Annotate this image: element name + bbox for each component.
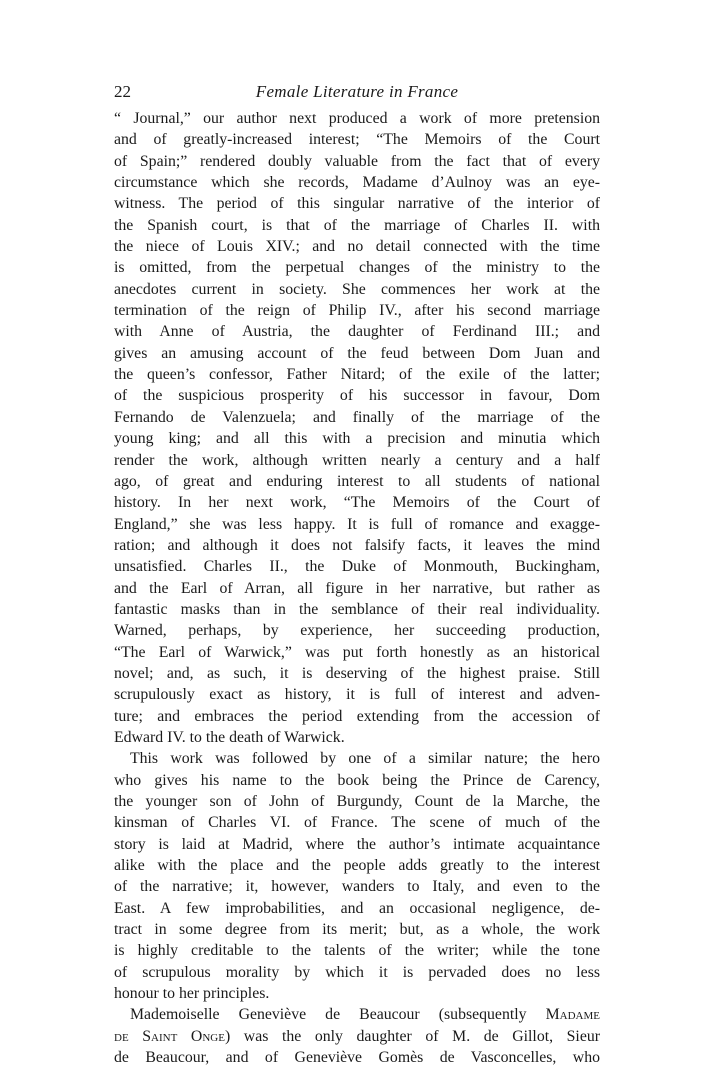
- paragraph-1: [114, 108, 600, 748]
- page-header: [114, 78, 600, 108]
- text-line: the younger son of John of Burgundy, Count de la Marche, the: [114, 793, 600, 810]
- text-line: fantastic masks than in the semblance of their real individuality.: [114, 600, 600, 618]
- running-title: Female Literature in France: [255, 82, 459, 101]
- text-run: Mademoiselle Geneviève de Beaucour (subsequently: [130, 1006, 546, 1024]
- text-line: ration; and although it does not falsify facts, it leaves the mind: [114, 536, 600, 554]
- text-line: who gives his name to the book being the Prince de Carency,: [114, 771, 600, 789]
- text-line: witness. The period of this singular narrative of the interior of: [114, 195, 600, 213]
- text-line: honour to her principles.: [114, 985, 270, 1003]
- text-line: of the narrative; it, however, wanders to Italy, and even to the: [114, 878, 600, 896]
- text-line: of Spain;” rendered doubly valuable from the fact that of every: [114, 152, 600, 170]
- text-line: and the Earl of Arran, all figure in her narrative, but rather as: [114, 579, 600, 597]
- text-line: “ Journal,” our author next produced a work of more pretension: [114, 110, 600, 127]
- text-line: circumstance which she records, Madame d’Aulnoy was an eye-: [114, 174, 600, 192]
- text-line: Edward IV. to the death of Warwick.: [114, 728, 345, 746]
- page-number: 22: [114, 82, 131, 101]
- text-line: the queen’s confessor, Father Nitard; of the exile of the latter;: [114, 366, 600, 384]
- text-line: with Anne of Austria, the daughter of Ferdinand III.; and: [114, 323, 600, 341]
- text-line: is omitted, from the perpetual changes of the ministry to the: [114, 259, 600, 277]
- text-line: ago, of great and enduring interest to all students of national: [114, 472, 600, 490]
- text-line: East. A few improbabilities, and an occasional negligence, de-: [114, 899, 600, 917]
- text-line: of scrupulous morality by which it is pervaded does no less: [114, 963, 600, 981]
- text-line: scrupulously exact as history, it is full of interest and adven-: [114, 686, 600, 704]
- body-text: [114, 108, 600, 1068]
- text-line: story is laid at Madrid, where the author’s intimate acquaintance: [114, 835, 600, 853]
- paragraph-2: [114, 748, 600, 1004]
- text-line: history. In her next work, “The Memoirs of the Court of: [114, 494, 600, 512]
- text-line: kinsman of Charles VI. of France. The scene of much of the: [114, 814, 600, 832]
- text-line: alike with the place and the people adds greatly to the interest: [114, 857, 600, 875]
- text-line: [114, 1004, 600, 1025]
- text-line: anecdotes current in society. She commences her work at the: [114, 280, 600, 298]
- book-page: [114, 78, 600, 1068]
- text-line: Warned, perhaps, by experience, her succeeding production,: [114, 622, 600, 640]
- small-caps-name: de Saint Onge: [114, 1027, 225, 1045]
- text-line: termination of the reign of Philip IV., after his second marriage: [114, 302, 600, 320]
- text-line: young king; and all this with a precision and minutia which: [114, 430, 600, 448]
- text-line: of the suspicious prosperity of his successor in favour, Dom: [114, 387, 600, 405]
- text-line: This work was followed by one of a similar nature; the hero: [130, 750, 600, 768]
- text-line: Fernando de Valenzuela; and finally of the marriage of the: [114, 408, 600, 426]
- small-caps-name: Madame: [545, 1006, 600, 1024]
- text-line: ture; and embraces the period extending from the accession of: [114, 707, 600, 725]
- text-line: tract in some degree from its merit; but, as a whole, the work: [114, 921, 600, 939]
- text-line: the niece of Louis XIV.; and no detail connected with the time: [114, 238, 600, 256]
- text-line: novel; and, as such, it is deserving of the highest praise. Still: [114, 664, 600, 682]
- paragraph-3: [114, 1004, 600, 1068]
- text-line: [114, 1026, 600, 1047]
- text-line: “The Earl of Warwick,” was put forth honestly as an historical: [114, 643, 600, 661]
- text-line: gives an amusing account of the feud between Dom Juan and: [114, 344, 600, 362]
- text-line: and of greatly-increased interest; “The Memoirs of the Court: [114, 131, 600, 149]
- text-line: unsatisfied. Charles II., the Duke of Monmouth, Buckingham,: [114, 558, 600, 576]
- text-line: the Spanish court, is that of the marriage of Charles II. with: [114, 216, 600, 234]
- text-line: render the work, although written nearly a century and a half: [114, 451, 600, 469]
- text-line: is highly creditable to the talents of the writer; while the tone: [114, 942, 600, 960]
- text-line: England,” she was less happy. It is full of romance and exagge-: [114, 515, 600, 533]
- text-run: ) was the only daughter of M. de Gillot, Sieur: [224, 1027, 600, 1045]
- text-line: de Beaucour, and of Geneviève Gomès de Vasconcelles, who: [114, 1049, 600, 1067]
